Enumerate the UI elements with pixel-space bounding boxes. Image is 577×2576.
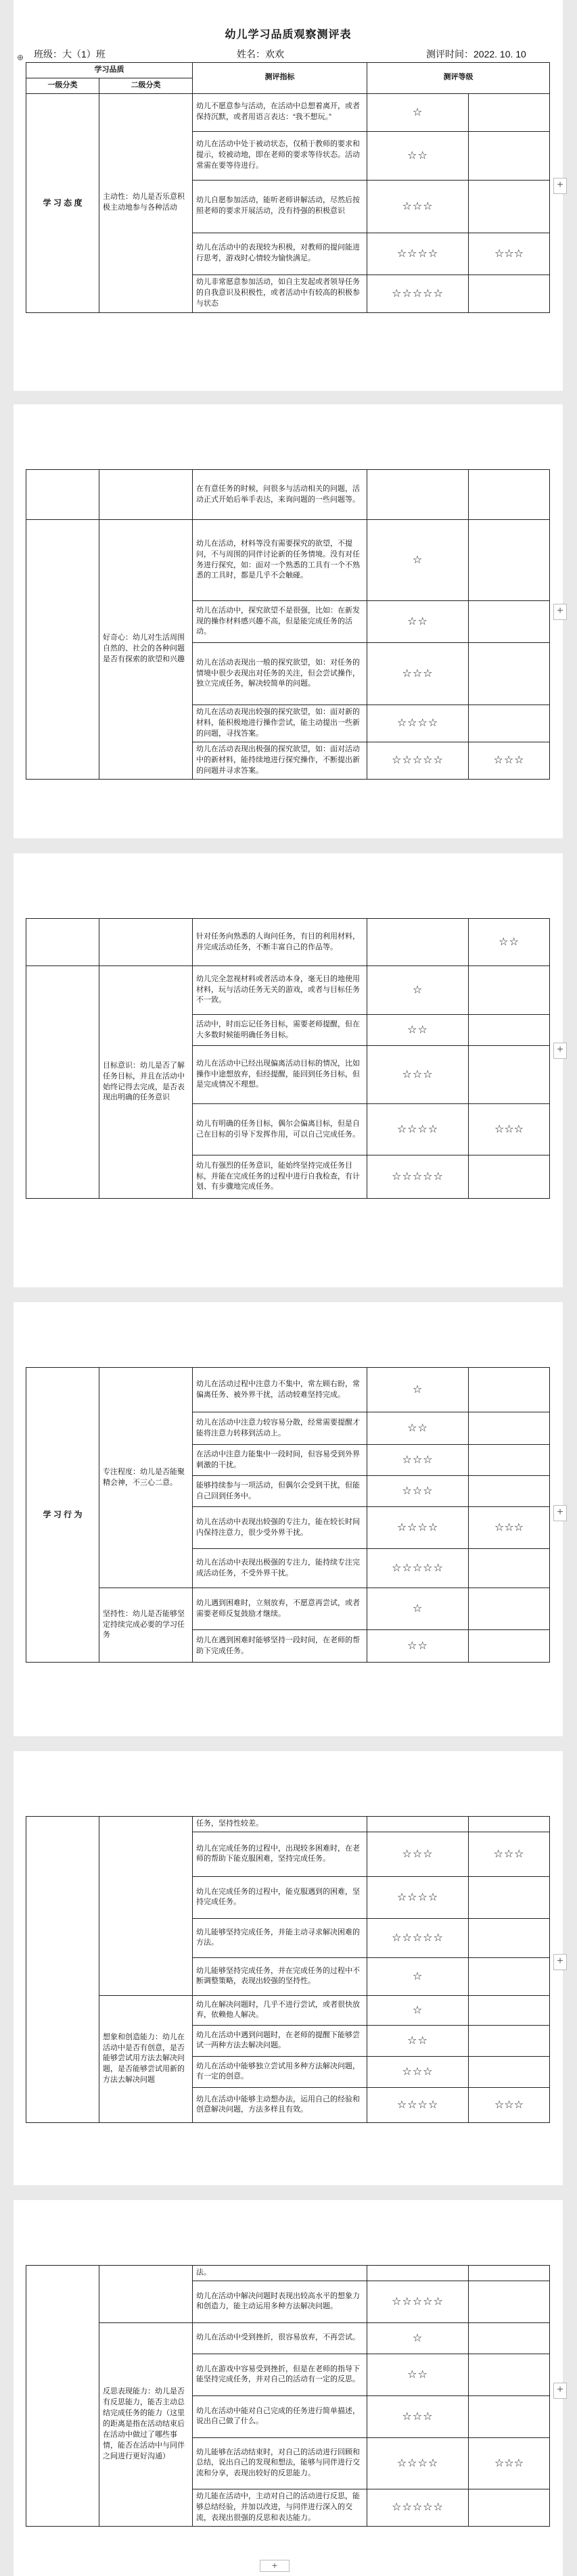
- rating-stars: ☆☆: [367, 1630, 469, 1663]
- result-cell: [469, 1549, 550, 1588]
- document-page-1: [14, 0, 563, 391]
- indicator-cell: 任务，坚持性较差。: [193, 1817, 367, 1832]
- document-page-6: [14, 2200, 563, 2576]
- result-cell: [469, 2025, 550, 2056]
- result-cell: [469, 643, 550, 705]
- document-page-4: [14, 1302, 563, 1736]
- indicator-cell: 法。: [193, 2266, 367, 2281]
- result-cell: [469, 1412, 550, 1445]
- rating-stars: ☆☆☆: [367, 643, 469, 705]
- subcategory-purpose: 目标意识：幼儿是否了解任务目标，并且在活动中始终记得去完成，是否表现出明确的任务意识: [99, 966, 193, 1199]
- document-title: 幼儿学习品质观察测评表: [225, 29, 352, 41]
- result-cell: [469, 966, 550, 1015]
- rating-stars: ☆☆☆☆☆: [367, 1155, 469, 1199]
- header-quality: 学习品质: [26, 63, 193, 78]
- indicator-cell: 幼儿在活动中，探究欲望不是很强，比如：在新发现的操作材料感兴趣不高，但是能完成任务的活动。: [193, 601, 367, 643]
- rating-stars: ☆: [367, 966, 469, 1015]
- evaluation-table-page-6: [26, 2265, 550, 2527]
- subcategory-curiosity: 好奇心：幼儿对生活周围自然的、社会的各种问题是否有探索的欲望和兴趣: [99, 520, 193, 780]
- result-cell: [469, 2395, 550, 2437]
- result-cell: [469, 2056, 550, 2087]
- result-stars: ☆☆☆: [469, 2087, 550, 2122]
- result-cell: [469, 470, 550, 520]
- indicator-cell: 幼儿在活动中能够独立尝试用多种方法解决问题，有一定的创意。: [193, 2056, 367, 2087]
- subcategory-cell: [99, 470, 193, 520]
- result-cell: [469, 1817, 550, 1832]
- result-cell: [469, 2354, 550, 2395]
- indicator-cell: 幼儿在活动表现出较强的探究欲望，如：面对新的材料，能积极地进行操作尝试，能主动提出一些新的问题，寻找答案。: [193, 705, 367, 742]
- rating-stars: [367, 2266, 469, 2281]
- evaluation-table-page-2: [26, 469, 550, 780]
- rating-stars: ☆☆: [367, 1015, 469, 1046]
- add-row-button[interactable]: +: [553, 1043, 567, 1059]
- indicator-cell: 幼儿在活动中能对自己完成的任务进行简单描述，说出自己做了什么。: [193, 2395, 367, 2437]
- rating-stars: ☆☆☆☆: [367, 1876, 469, 1918]
- indicator-cell: 幼儿在活动中已经出现偏离活动目标的情况，比如操作中途想放弃，但经提醒，能回到任务目标，但是完成情况不理想。: [193, 1046, 367, 1104]
- result-cell: [469, 1015, 550, 1046]
- result-stars: ☆☆☆: [469, 1507, 550, 1549]
- indicator-cell: 幼儿在完成任务的过程中，能克服遇到的困难，坚持完成任务。: [193, 1876, 367, 1918]
- table-move-handle-icon[interactable]: ⊕: [17, 53, 24, 62]
- result-cell: [469, 1630, 550, 1663]
- indicator-cell: 幼儿在活动中注意力较容易分散，经常需要提醒才能将注意力转移到活动上。: [193, 1412, 367, 1445]
- result-cell: [469, 1046, 550, 1104]
- header-rating: 测评等级: [367, 63, 550, 94]
- rating-stars: ☆☆: [367, 131, 469, 180]
- rating-stars: ☆☆☆: [367, 180, 469, 233]
- result-cell: [469, 1957, 550, 1995]
- result-cell: [469, 180, 550, 233]
- rating-stars: [367, 1817, 469, 1832]
- result-cell: [469, 275, 550, 312]
- rating-stars: ☆: [367, 2322, 469, 2354]
- result-cell: [469, 1476, 550, 1507]
- result-cell: [469, 520, 550, 601]
- rating-stars: ☆☆: [367, 2025, 469, 2056]
- rating-stars: ☆☆: [367, 601, 469, 643]
- result-cell: [469, 2266, 550, 2281]
- result-stars: ☆☆☆: [469, 233, 550, 275]
- category-cell: [26, 2266, 99, 2527]
- result-stars: ☆☆: [469, 919, 550, 966]
- rating-stars: ☆: [367, 1588, 469, 1630]
- result-cell: [469, 1918, 550, 1957]
- indicator-cell: 幼儿在活动中受到挫折，很容易放弃，不再尝试。: [193, 2322, 367, 2354]
- rating-stars: ☆☆☆: [367, 1832, 469, 1876]
- header-indicator: 测评指标: [193, 63, 367, 94]
- indicator-cell: 幼儿在活动过程中注意力不集中，常左顾右盼，常偏离任务、被外界干扰，活动较难坚持完成。: [193, 1368, 367, 1412]
- result-cell: [469, 2489, 550, 2526]
- indicator-cell: 能够持续参与一项活动，但偶尔会受到干扰，但能自己回到任务中。: [193, 1476, 367, 1507]
- rating-stars: ☆☆☆☆: [367, 705, 469, 742]
- header-level2: 二级分类: [99, 78, 193, 93]
- result-cell: [469, 1995, 550, 2025]
- result-cell: [469, 2322, 550, 2354]
- rating-stars: ☆☆☆☆☆: [367, 2281, 469, 2322]
- indicator-cell: 幼儿在活动中能够主动想办法，运用自己的经验和创意解决问题，方法多样且有效。: [193, 2087, 367, 2122]
- result-cell: [469, 131, 550, 180]
- category-cell: [26, 919, 99, 966]
- indicator-cell: 幼儿在活动，材料等没有需要探究的欲望，不提问，不与周围的同伴讨论新的任务情境。没有对任务进行探究，如：面对一个熟悉的工具有一个不熟悉的工具时，都是几乎不会触碰。: [193, 520, 367, 601]
- indicator-cell: 在活动中注意力能集中一段时间，但容易受到外界刺激的干扰。: [193, 1445, 367, 1476]
- result-cell: [469, 1368, 550, 1412]
- rating-stars: ☆: [367, 1995, 469, 2025]
- indicator-cell: 幼儿能够坚持完成任务，并能主动寻求解决困难的方法。: [193, 1918, 367, 1957]
- header-level1: 一级分类: [26, 78, 99, 93]
- indicator-cell: 幼儿在活动表现出一般的探究欲望，如：对任务的情境中很少表现出对任务的关注，但会尝试操作，独立完成任务，解决较简单的问题。: [193, 643, 367, 705]
- rating-stars: ☆: [367, 1368, 469, 1412]
- indicator-cell: 幼儿完全忽视材料或者活动本身，毫无目的地使用材料，玩与活动任务无关的游戏，或者与目标任务不一致。: [193, 966, 367, 1015]
- name-label: 姓名：欢欢: [237, 49, 284, 59]
- subcategory-reflection: 反思表现能力：幼儿是否有反思能力，能否主动总结完成任务的能力（这里的距离是指在活动结束后在活动中做过了哪些事情，能否在活动中与同伴之间进行更好沟通）: [99, 2322, 193, 2526]
- subcategory-cell: [99, 2266, 193, 2323]
- result-cell: [469, 1588, 550, 1630]
- result-stars: ☆☆☆: [469, 1104, 550, 1155]
- result-cell: [469, 93, 550, 131]
- evaluation-table-page-1: [26, 62, 550, 313]
- result-cell: [469, 2281, 550, 2322]
- evaluation-table-page-4: [26, 1367, 550, 1663]
- rating-stars: ☆☆☆☆: [367, 233, 469, 275]
- subcategory-cell: [99, 919, 193, 966]
- rating-stars: ☆☆☆☆☆: [367, 1918, 469, 1957]
- result-cell: [469, 1155, 550, 1199]
- indicator-cell: 幼儿在活动中解决问题时表现出较高水平的想象力和创造力，能主动运用多种方法解决问题。: [193, 2281, 367, 2322]
- date-label: 测评时间：2022. 10. 10: [426, 49, 526, 59]
- indicator-cell: 幼儿不愿意参与活动，在活动中总想着离开，或者保持沉默，或者用语言表达：“我不想玩。”: [193, 93, 367, 131]
- rating-stars: ☆☆: [367, 1412, 469, 1445]
- document-page-2: [14, 404, 563, 838]
- document-page-3: [14, 853, 563, 1287]
- indicator-cell: 在有意任务的时候，问很多与活动相关的问题，活动正式开始后举手表达，来询问题的一些问题等。: [193, 470, 367, 520]
- rating-stars: ☆☆☆☆: [367, 1507, 469, 1549]
- indicator-cell: 幼儿在活动中遇到问题时，在老师的提醒下能够尝试一两种方法去解决问题。: [193, 2025, 367, 2056]
- add-row-button[interactable]: +: [553, 1505, 567, 1521]
- category-cell: [26, 966, 99, 1199]
- indicator-cell: 幼儿能在活动中，主动对自己的活动进行反思，能够总结经验，并加以改进，与同伴进行深入的交流，表现出很强的反思和表达能力。: [193, 2489, 367, 2526]
- indicator-cell: 幼儿自愿参加活动，能听老师讲解活动，尽然后按照老师的要求开展活动，没有持强的积极意识: [193, 180, 367, 233]
- rating-stars: [367, 470, 469, 520]
- indicator-cell: 幼儿在活动中表现出较强的专注力，能在较长时间内保持注意力，很少受外界干扰。: [193, 1507, 367, 1549]
- indicator-cell: 幼儿遇到困难时，立刻放弃，不愿意再尝试，或者需要老师反复鼓励才继续。: [193, 1588, 367, 1630]
- rating-stars: ☆☆☆: [367, 2056, 469, 2087]
- add-row-button[interactable]: +: [553, 604, 567, 620]
- rating-stars: ☆☆☆☆: [367, 1104, 469, 1155]
- class-label: 班级：大（1）班: [34, 49, 106, 59]
- indicator-cell: 幼儿在活动中处于被动状态，仅稍于教师的要求和提示，较被动地，即在老师的要求等待状态。活动常需在要等待进行。: [193, 131, 367, 180]
- evaluation-table-page-5: [26, 1816, 550, 2123]
- add-row-button[interactable]: +: [553, 2383, 567, 2399]
- indicator-cell: 幼儿非常愿意参加活动，如自主发起或者领导任务的自我意识及积极性，或者活动中有较高的积极参与状态: [193, 275, 367, 312]
- add-row-button[interactable]: +: [553, 178, 567, 194]
- indicator-cell: 幼儿能够坚持完成任务，并在完成任务的过程中不断调整策略，表现出较强的坚持性。: [193, 1957, 367, 1995]
- indicator-cell: 幼儿在解决问题时，几乎不进行尝试，或者很快放弃，依赖他人解决。: [193, 1995, 367, 2025]
- add-row-button[interactable]: +: [553, 1954, 567, 1970]
- rating-stars: ☆☆☆☆☆: [367, 1549, 469, 1588]
- rating-stars: ☆☆☆: [367, 1476, 469, 1507]
- subcategory-cell: [99, 1817, 193, 1996]
- result-cell: [469, 1876, 550, 1918]
- result-stars: ☆☆☆: [469, 1832, 550, 1876]
- rating-stars: ☆☆☆☆☆: [367, 742, 469, 779]
- indicator-cell: 针对任务向熟悉的人询问任务，有目的利用材料，并完成活动任务，不断丰富自己的作品等。: [193, 919, 367, 966]
- rating-stars: ☆☆☆: [367, 1046, 469, 1104]
- rating-stars: ☆☆☆☆: [367, 2437, 469, 2489]
- indicator-cell: 幼儿在活动中的表现较为积极，对教师的提问能进行思考，游戏时心情较为愉快满足。: [193, 233, 367, 275]
- indicator-cell: 幼儿在活动表现出极强的探究欲望，如：面对活动中的新材料，能持续地进行探究操作，不断提出新的问题并寻求答案。: [193, 742, 367, 779]
- indicator-cell: 幼儿有强烈的任务意识，能始终坚持完成任务目标，并能在完成任务的过程中进行自我检查，有计划、有步骤地完成任务。: [193, 1155, 367, 1199]
- indicator-cell: 幼儿在遇到困难时能够坚持一段时间，在老师的帮助下完成任务。: [193, 1630, 367, 1663]
- subcategory-focus: 专注程度：幼儿是否能聚精会神，不三心二意。: [99, 1368, 193, 1588]
- result-stars: ☆☆☆: [469, 742, 550, 779]
- document-page-5: [14, 1751, 563, 2185]
- result-cell: [469, 705, 550, 742]
- rating-stars: ☆☆☆☆☆: [367, 275, 469, 312]
- rating-stars: ☆: [367, 93, 469, 131]
- subcategory-initiative: 主动性：幼儿是否乐意积极主动地参与各种活动: [99, 93, 193, 312]
- subcategory-problem: 想象和创造能力：幼儿在活动中是否有创意，是否能够尝试用方法去解决问题，是否能够尝试用新的方法去解决问题: [99, 1995, 193, 2122]
- rating-stars: ☆☆☆☆☆: [367, 2489, 469, 2526]
- rating-stars: ☆☆: [367, 2354, 469, 2395]
- evaluation-table-page-3: [26, 918, 550, 1199]
- rating-stars: [367, 919, 469, 966]
- rating-stars: ☆: [367, 520, 469, 601]
- indicator-cell: 幼儿在活动中表现出极强的专注力，能持续专注完成活动任务，不受外界干扰。: [193, 1549, 367, 1588]
- category-cell: [26, 520, 99, 780]
- category-cell: [26, 1817, 99, 2123]
- rating-stars: ☆☆☆: [367, 2395, 469, 2437]
- indicator-cell: 幼儿能够在活动结束时，对自己的活动进行回顾和总结，说出自己的发现和想法，能够与同伴进行交流和分享，表现出较好的反思能力。: [193, 2437, 367, 2489]
- subcategory-persistence: 坚持性：幼儿是否能够坚定持续完成必要的学习任务: [99, 1588, 193, 1663]
- category-attitude: 学 习 态 度: [26, 93, 99, 312]
- indicator-cell: 幼儿在完成任务的过程中，出现较多困难时，在老师的帮助下能克服困难，坚持完成任务。: [193, 1832, 367, 1876]
- category-cell: [26, 470, 99, 520]
- result-cell: [469, 1445, 550, 1476]
- result-cell: [469, 601, 550, 643]
- add-row-bottom-button[interactable]: +: [260, 2560, 290, 2572]
- rating-stars: ☆: [367, 1957, 469, 1995]
- rating-stars: ☆☆☆: [367, 1445, 469, 1476]
- category-behavior: 学 习 行 为: [26, 1368, 99, 1663]
- indicator-cell: 幼儿有明确的任务目标，偶尔会偏离目标，但是自己在目标的引导下发挥作用，可以自己完成任务。: [193, 1104, 367, 1155]
- indicator-cell: 活动中，时而忘记任务目标，需要老师提醒，但在大多数时候能明确任务目标。: [193, 1015, 367, 1046]
- rating-stars: ☆☆☆☆: [367, 2087, 469, 2122]
- result-stars: ☆☆☆: [469, 2437, 550, 2489]
- indicator-cell: 幼儿在游戏中容易受到挫折，但是在老师的指导下能坚持完成任务，并对自己的活动有一定的反思。: [193, 2354, 367, 2395]
